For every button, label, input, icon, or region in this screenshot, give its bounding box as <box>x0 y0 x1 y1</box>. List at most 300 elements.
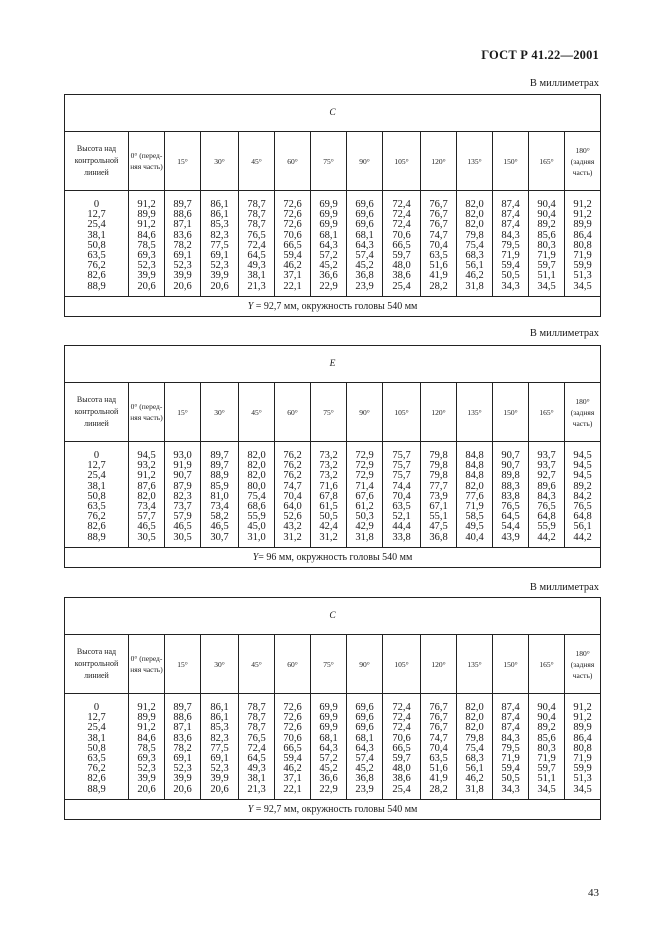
table-cell: 66,5 <box>392 239 411 251</box>
table-cell: 77,6 <box>465 490 484 502</box>
header-angle <box>275 635 311 694</box>
table-cell: 40,4 <box>465 531 484 543</box>
table-cell: 70,6 <box>392 732 411 744</box>
header-angle <box>201 383 239 442</box>
header-text: 105° <box>394 659 409 669</box>
header-angle <box>129 635 165 694</box>
table-cell: 59,4 <box>283 752 302 764</box>
table-cell: 20,6 <box>173 783 192 795</box>
table-cell: 69,1 <box>173 249 192 261</box>
table-cell: 93,0 <box>173 450 192 461</box>
table-cell: 28,2 <box>429 280 448 292</box>
table-cell: 64,3 <box>355 239 374 251</box>
table-cell: 89,9 <box>137 209 156 221</box>
table-cell: 37,1 <box>283 270 302 282</box>
header-angle <box>383 383 421 442</box>
angle-column <box>239 694 275 800</box>
height-value: 88,9 <box>87 783 106 795</box>
table-cell: 41,9 <box>429 773 448 785</box>
table-cell: 79,8 <box>465 229 484 241</box>
table-cell: 88,6 <box>173 712 192 724</box>
table-cell: 86,1 <box>210 712 229 724</box>
table-cell: 76,7 <box>429 209 448 221</box>
table-cell: 88,3 <box>501 480 520 492</box>
table-cell: 34,5 <box>573 280 592 292</box>
table-cell: 22,9 <box>319 783 338 795</box>
table-cell: 69,3 <box>137 249 156 261</box>
table-cell: 84,8 <box>465 470 484 482</box>
header-text: 15° <box>177 156 188 166</box>
table-cell: 61,5 <box>319 500 338 512</box>
height-value: 63,5 <box>87 752 106 764</box>
table-cell: 86,1 <box>210 199 229 210</box>
table-title-row <box>65 346 601 383</box>
table-cell: 73,7 <box>173 500 192 512</box>
table-cell: 94,5 <box>137 450 156 461</box>
table-cell: 66,5 <box>392 742 411 754</box>
angle-column <box>457 191 493 297</box>
table-cell: 30,5 <box>137 531 156 543</box>
header-text: 150° <box>503 407 518 417</box>
table-cell: 68,1 <box>319 732 338 744</box>
header-angle <box>529 635 565 694</box>
table-cell: 72,4 <box>392 712 411 724</box>
table-cell: 80,3 <box>537 239 556 251</box>
angle-column <box>239 191 275 297</box>
height-value: 50,8 <box>87 239 106 251</box>
table-title: C <box>65 95 601 132</box>
table-cell: 59,4 <box>501 260 520 272</box>
footnote-text: = 92,7 мм, окружность головы 540 мм <box>253 300 418 312</box>
angle-column <box>421 442 457 548</box>
table-cell: 87,1 <box>173 722 192 734</box>
table-cell: 71,9 <box>501 249 520 261</box>
table-cell: 82,0 <box>137 490 156 502</box>
height-value: 82,6 <box>87 270 106 282</box>
table-cell: 86,1 <box>210 702 229 713</box>
table-cell: 71,9 <box>537 249 556 261</box>
table-cell: 69,1 <box>173 752 192 764</box>
table-cell: 64,5 <box>247 752 266 764</box>
height-value: 76,2 <box>87 763 106 775</box>
table-cell: 90,7 <box>501 460 520 472</box>
table-cell: 58,5 <box>465 511 484 523</box>
header-text: 105° <box>394 407 409 417</box>
height-value: 82,6 <box>87 773 106 785</box>
table-cell: 78,7 <box>247 209 266 221</box>
table-cell: 45,0 <box>247 521 266 533</box>
table-cell: 89,2 <box>537 722 556 734</box>
table-cell: 82,0 <box>465 199 484 210</box>
table-cell: 88,6 <box>173 209 192 221</box>
table-cell: 85,3 <box>210 219 229 231</box>
table-cell: 69,6 <box>355 219 374 231</box>
table-cell: 31,8 <box>465 280 484 292</box>
table-cell: 69,9 <box>319 712 338 724</box>
angle-column <box>311 694 347 800</box>
header-text: 30° <box>214 407 225 417</box>
table-cell: 36,8 <box>355 773 374 785</box>
table-cell: 55,9 <box>247 511 266 523</box>
table-cell: 39,9 <box>137 270 156 282</box>
table-cell: 84,3 <box>501 229 520 241</box>
table-cell: 89,7 <box>173 199 192 210</box>
table-cell: 46,2 <box>283 763 302 775</box>
height-value: 0 <box>93 199 100 210</box>
height-value: 38,1 <box>87 480 106 492</box>
table-cell: 23,9 <box>355 280 374 292</box>
table-cell: 69,9 <box>319 199 338 210</box>
table-cell: 75,4 <box>247 490 266 502</box>
table-cell: 82,3 <box>210 229 229 241</box>
table-cell: 20,6 <box>210 280 229 292</box>
table-cell: 74,7 <box>283 480 302 492</box>
table-cell: 59,7 <box>392 249 411 261</box>
table-cell: 91,2 <box>573 702 592 713</box>
table-cell: 51,1 <box>537 773 556 785</box>
table-cell: 84,8 <box>465 450 484 461</box>
table-cell: 89,7 <box>173 702 192 713</box>
heights-column <box>65 442 129 548</box>
table-cell: 69,6 <box>355 199 374 210</box>
header-text: 60° <box>287 407 298 417</box>
table-title-row <box>65 95 601 132</box>
table-cell: 30,5 <box>173 531 192 543</box>
table-cell: 64,3 <box>319 742 338 754</box>
table-cell: 69,9 <box>319 209 338 221</box>
table-cell: 34,3 <box>501 783 520 795</box>
table-cell: 73,4 <box>210 500 229 512</box>
table-cell: 49,3 <box>247 260 266 272</box>
table-cell: 94,5 <box>573 460 592 472</box>
table-cell: 66,5 <box>283 742 302 754</box>
height-value: 76,2 <box>87 511 106 523</box>
table-cell: 64,0 <box>283 500 302 512</box>
helmet-dimensions-table <box>64 597 601 820</box>
header-text: 15° <box>177 659 188 669</box>
page-number: 43 <box>588 887 599 899</box>
table-title: C <box>65 598 601 635</box>
table-cell: 69,6 <box>355 722 374 734</box>
table-cell: 90,4 <box>537 199 556 210</box>
table-cell: 69,9 <box>319 702 338 713</box>
table-cell: 72,4 <box>247 742 266 754</box>
angle-column <box>311 191 347 297</box>
header-angle <box>311 635 347 694</box>
table-cell: 38,6 <box>392 773 411 785</box>
table-cell: 72,9 <box>355 470 374 482</box>
table-cell: 89,6 <box>537 480 556 492</box>
table-cell: 44,2 <box>573 531 592 543</box>
table-cell: 50,5 <box>501 270 520 282</box>
table-cell: 82,0 <box>465 219 484 231</box>
angle-column <box>129 191 165 297</box>
table-cell: 74,7 <box>429 229 448 241</box>
table-cell: 86,1 <box>210 209 229 221</box>
header-text: 90° <box>359 156 370 166</box>
header-text: 60° <box>287 156 298 166</box>
table-cell: 23,9 <box>355 783 374 795</box>
header-angle <box>383 635 421 694</box>
table-cell: 90,4 <box>537 209 556 221</box>
table-cell: 91,2 <box>137 702 156 713</box>
table-cell: 78,2 <box>173 239 192 251</box>
table-cell: 86,4 <box>573 732 592 744</box>
table-cell: 72,6 <box>283 209 302 221</box>
table-cell: 71,9 <box>501 752 520 764</box>
table-cell: 87,6 <box>137 480 156 492</box>
table-cell: 82,0 <box>247 470 266 482</box>
header-text: 0° (перед-няя часть) <box>130 151 163 171</box>
table-cell: 42,4 <box>319 521 338 533</box>
angle-column <box>529 442 565 548</box>
table-cell: 82,0 <box>247 450 266 461</box>
table-cell: 89,7 <box>210 450 229 461</box>
height-value: 38,1 <box>87 229 106 241</box>
table-cell: 70,6 <box>283 229 302 241</box>
header-height-label <box>65 383 129 442</box>
header-text: 180° (задняя часть) <box>570 145 595 177</box>
table-cell: 94,5 <box>573 450 592 461</box>
table-cell: 72,4 <box>247 239 266 251</box>
table-cell: 76,5 <box>247 732 266 744</box>
table-cell: 57,9 <box>173 511 192 523</box>
table-cell: 79,8 <box>429 450 448 461</box>
table-cell: 31,8 <box>355 531 374 543</box>
table-cell: 51,3 <box>573 773 592 785</box>
angle-column <box>421 694 457 800</box>
header-text: 75° <box>323 407 334 417</box>
table-cell: 83,6 <box>173 229 192 241</box>
angle-column <box>239 442 275 548</box>
table-footnote <box>65 799 601 819</box>
table-cell: 59,4 <box>283 249 302 261</box>
table-cell: 57,2 <box>319 752 338 764</box>
header-text: Высота над контрольной линией <box>74 647 119 680</box>
table-cell: 33,8 <box>392 531 411 543</box>
table-cell: 59,9 <box>573 763 592 775</box>
table-cell: 46,2 <box>283 260 302 272</box>
table-cell: 76,7 <box>429 722 448 734</box>
table-cell: 82,0 <box>465 702 484 713</box>
table-cell: 69,1 <box>210 752 229 764</box>
header-angle <box>421 132 457 191</box>
table-cell: 76,7 <box>429 712 448 724</box>
table-cell: 82,0 <box>465 712 484 724</box>
table-cell: 44,2 <box>537 531 556 543</box>
table-cell: 36,6 <box>319 773 338 785</box>
table-cell: 89,7 <box>210 460 229 472</box>
angle-column <box>201 694 239 800</box>
table-cell: 91,2 <box>137 722 156 734</box>
header-angle <box>347 635 383 694</box>
table-cell: 74,4 <box>392 480 411 492</box>
table-cell: 76,5 <box>501 500 520 512</box>
table-data-row <box>65 442 601 548</box>
table-cell: 85,9 <box>210 480 229 492</box>
table-cell: 90,4 <box>537 702 556 713</box>
table-cell: 38,1 <box>247 773 266 785</box>
table-cell: 49,5 <box>465 521 484 533</box>
table-cell: 82,3 <box>210 732 229 744</box>
header-text: 45° <box>251 659 262 669</box>
table-cell: 82,0 <box>247 460 266 472</box>
table-cell: 82,0 <box>465 209 484 221</box>
table-cell: 71,9 <box>573 249 592 261</box>
table-cell: 71,4 <box>355 480 374 492</box>
header-text: 165° <box>539 156 554 166</box>
table-cell: 38,6 <box>392 270 411 282</box>
header-text: 150° <box>503 156 518 166</box>
angle-column <box>565 191 601 297</box>
height-value: 63,5 <box>87 249 106 261</box>
table-cell: 85,6 <box>537 229 556 241</box>
table-footer-row <box>65 547 601 567</box>
table-cell: 70,4 <box>429 239 448 251</box>
table-cell: 72,9 <box>355 450 374 461</box>
table-cell: 79,5 <box>501 239 520 251</box>
header-text: 105° <box>394 156 409 166</box>
header-angle <box>565 132 601 191</box>
table-cell: 67,8 <box>319 490 338 502</box>
table-cell: 73,9 <box>429 490 448 502</box>
table-cell: 69,6 <box>355 209 374 221</box>
angle-column <box>457 694 493 800</box>
table-title: E <box>65 346 601 383</box>
table-cell: 64,8 <box>573 511 592 523</box>
angle-column <box>529 191 565 297</box>
table-cell: 34,5 <box>573 783 592 795</box>
angle-column <box>129 694 165 800</box>
height-value: 76,2 <box>87 260 106 272</box>
table-cell: 68,3 <box>465 752 484 764</box>
table-cell: 91,2 <box>573 712 592 724</box>
table-cell: 31,2 <box>319 531 338 543</box>
table-cell: 30,7 <box>210 531 229 543</box>
height-value: 25,4 <box>87 722 106 734</box>
table-cell: 45,2 <box>319 260 338 272</box>
table-cell: 46,5 <box>173 521 192 533</box>
table-cell: 75,4 <box>465 239 484 251</box>
table-cell: 22,1 <box>283 280 302 292</box>
table-cell: 57,2 <box>319 249 338 261</box>
table-cell: 55,1 <box>429 511 448 523</box>
table-cell: 42,9 <box>355 521 374 533</box>
angle-column <box>493 191 529 297</box>
table-cell: 83,6 <box>173 732 192 744</box>
table-cell: 59,9 <box>573 260 592 272</box>
table-cell: 63,5 <box>429 249 448 261</box>
table-cell: 63,5 <box>392 500 411 512</box>
angle-column <box>493 442 529 548</box>
table-cell: 64,5 <box>247 249 266 261</box>
table-cell: 84,8 <box>465 460 484 472</box>
table-cell: 72,4 <box>392 702 411 713</box>
table-cell: 52,3 <box>173 763 192 775</box>
table-cell: 73,2 <box>319 460 338 472</box>
angle-column <box>383 694 421 800</box>
angle-column <box>201 191 239 297</box>
header-text: 150° <box>503 659 518 669</box>
table-cell: 76,2 <box>283 460 302 472</box>
angle-column <box>421 191 457 297</box>
table-cell: 87,4 <box>501 702 520 713</box>
height-value: 50,8 <box>87 490 106 502</box>
height-value: 88,9 <box>87 531 106 543</box>
table-footnote <box>65 296 601 316</box>
table-cell: 34,5 <box>537 783 556 795</box>
table-cell: 70,4 <box>392 490 411 502</box>
table-cell: 78,7 <box>247 712 266 724</box>
header-angle <box>201 132 239 191</box>
angle-column <box>493 694 529 800</box>
height-value: 38,1 <box>87 732 106 744</box>
table-cell: 69,9 <box>319 722 338 734</box>
footnote-text: = 92,7 мм, окружность головы 540 мм <box>253 803 418 815</box>
table-cell: 20,6 <box>173 280 192 292</box>
table-cell: 72,6 <box>283 199 302 210</box>
angle-column <box>347 694 383 800</box>
table-cell: 46,5 <box>137 521 156 533</box>
table-cell: 52,1 <box>392 511 411 523</box>
table-cell: 52,3 <box>210 763 229 775</box>
table-cell: 73,2 <box>319 450 338 461</box>
header-text: 75° <box>323 659 334 669</box>
header-angle <box>239 383 275 442</box>
angle-column <box>275 191 311 297</box>
table-cell: 88,9 <box>210 470 229 482</box>
table-cell: 79,8 <box>429 470 448 482</box>
table-cell: 72,6 <box>283 219 302 231</box>
height-value: 88,9 <box>87 280 106 292</box>
table-cell: 58,2 <box>210 511 229 523</box>
table-cell: 76,7 <box>429 219 448 231</box>
table-cell: 84,3 <box>537 490 556 502</box>
angle-column <box>347 191 383 297</box>
table-cell: 87,9 <box>173 480 192 492</box>
table-cell: 57,4 <box>355 752 374 764</box>
header-angle <box>421 383 457 442</box>
table-cell: 56,1 <box>465 260 484 272</box>
table-cell: 72,4 <box>392 219 411 231</box>
helmet-dimensions-table <box>64 94 601 317</box>
table-cell: 52,3 <box>137 260 156 272</box>
table-cell: 82,0 <box>465 722 484 734</box>
header-text: 120° <box>431 156 446 166</box>
header-angle <box>347 383 383 442</box>
table-cell: 78,5 <box>137 742 156 754</box>
header-angle <box>457 132 493 191</box>
header-text: 45° <box>251 156 262 166</box>
table-cell: 73,2 <box>319 470 338 482</box>
table-cell: 52,3 <box>173 260 192 272</box>
table-cell: 87,4 <box>501 199 520 210</box>
table-cell: 49,3 <box>247 763 266 775</box>
table-cell: 31,0 <box>247 531 266 543</box>
table-cell: 78,7 <box>247 722 266 734</box>
header-text: 75° <box>323 156 334 166</box>
header-angle <box>421 635 457 694</box>
table-cell: 59,7 <box>537 763 556 775</box>
table-cell: 76,5 <box>247 229 266 241</box>
header-angle <box>275 132 311 191</box>
height-value: 12,7 <box>87 209 106 221</box>
height-value: 63,5 <box>87 500 106 512</box>
table-cell: 72,6 <box>283 702 302 713</box>
table-cell: 76,5 <box>537 500 556 512</box>
table-cell: 22,9 <box>319 280 338 292</box>
height-value: 25,4 <box>87 219 106 231</box>
